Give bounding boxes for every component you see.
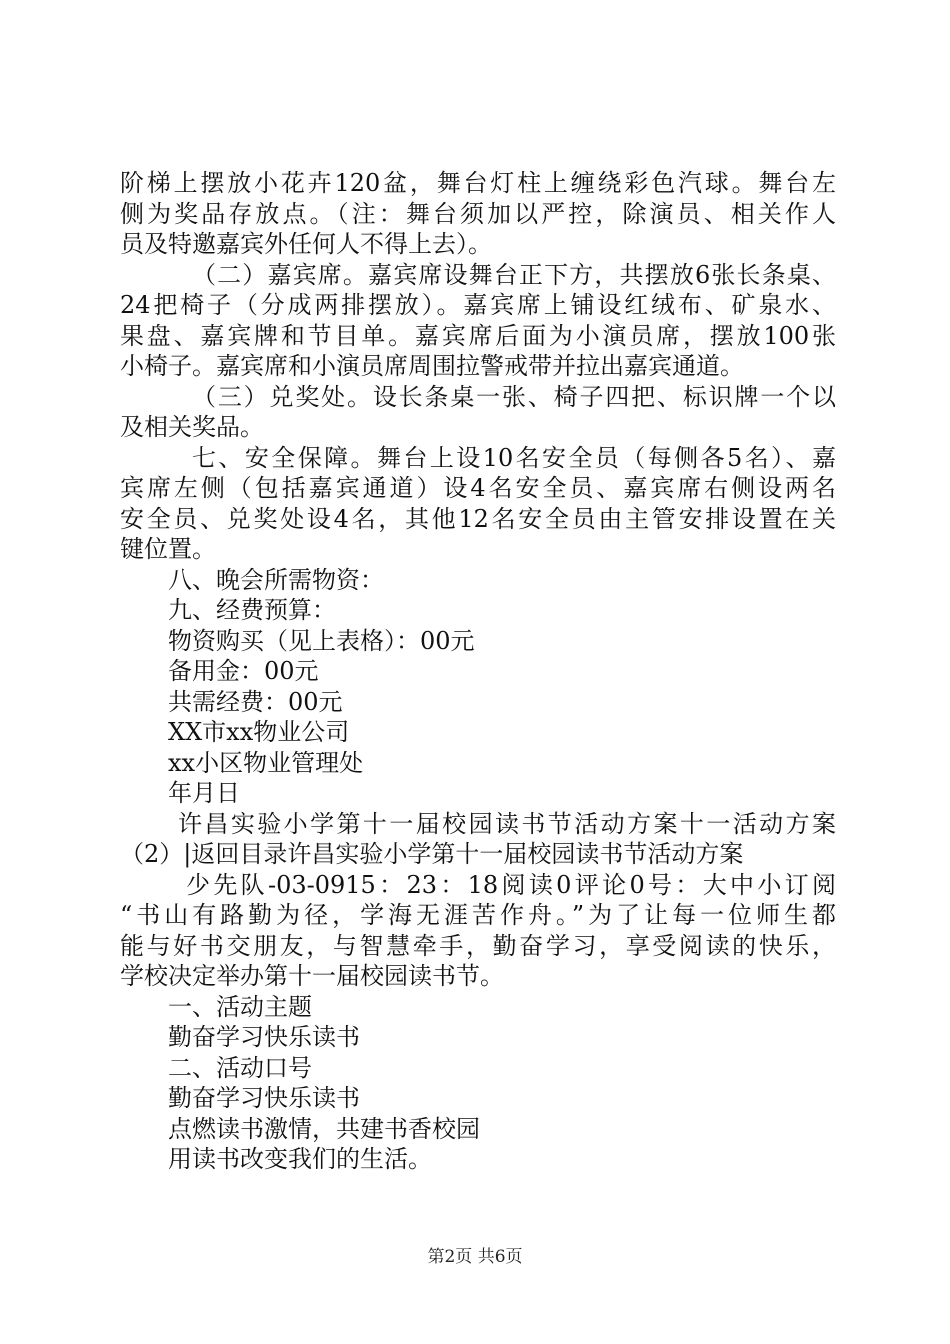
paragraph-line: “书山有路勤为径，学海无涯苦作舟。”为了让每一位师生都 <box>120 901 836 929</box>
paragraph-line: 小椅子。嘉宾席和小演员席周围拉警戒带并拉出嘉宾通道。 <box>120 352 744 380</box>
signature-office: xx小区物业管理处 <box>168 748 364 777</box>
article-title-line: （2）|返回目录许昌实验小学第十一届校园读书节活动方案 <box>120 840 744 868</box>
paragraph-line: 宾席左侧（包括嘉宾通道）设4名安全员、嘉宾席右侧设两名 <box>120 474 836 502</box>
paragraph-line: 阶梯上摆放小花卉120盆，舞台灯柱上缠绕彩色汽球。舞台左 <box>120 169 836 197</box>
budget-item: 备用金：00元 <box>168 657 319 685</box>
page-number-footer: 第2页 共6页 <box>427 1247 523 1267</box>
paragraph-line: （二）嘉宾席。嘉宾席设舞台正下方，共摆放6张长条桌、 <box>192 260 836 289</box>
paragraph-line: 安全员、兑奖处设4名，其他12名安全员由主管安排设置在关 <box>120 504 836 533</box>
paragraph-line: 学校决定举办第十一届校园读书节。 <box>120 962 504 990</box>
paragraph-line: 能与好书交朋友，与智慧牵手，勤奋学习，享受阅读的快乐， <box>120 931 836 960</box>
section-text: 点燃读书激情，共建书香校园 <box>168 1114 480 1143</box>
section-heading: 一、活动主题 <box>168 992 312 1021</box>
paragraph-line: 侧为奖品存放点。（注：舞台须加以严控，除演员、相关作人 <box>120 199 836 228</box>
section-text: 勤奋学习快乐读书 <box>168 1023 360 1051</box>
paragraph-line: 键位置。 <box>120 535 216 563</box>
section-heading: 八、晚会所需物资： <box>168 565 384 594</box>
section-text: 用读书改变我们的生活。 <box>168 1145 432 1173</box>
budget-item: 物资购买（见上表格）：00元 <box>168 626 475 655</box>
document-body <box>120 168 836 1175</box>
signature-date: 年月日 <box>168 779 240 807</box>
section-text: 勤奋学习快乐读书 <box>168 1084 360 1112</box>
paragraph-line: 24把椅子（分成两排摆放）。嘉宾席上铺设红绒布、矿泉水、 <box>120 291 836 319</box>
paragraph-line: （三）兑奖处。设长条桌一张、椅子四把、标识牌一个以 <box>192 382 836 411</box>
signature-company: XX市xx物业公司 <box>168 718 350 746</box>
section-heading: 九、经费预算： <box>168 596 336 624</box>
paragraph-line: 员及特邀嘉宾外任何人不得上去）。 <box>120 230 492 258</box>
section-heading: 二、活动口号 <box>168 1053 312 1082</box>
paragraph-line: 及相关奖品。 <box>120 413 264 441</box>
paragraph-line: 七、安全保障。舞台上设10名安全员（每侧各5名）、嘉 <box>192 443 836 472</box>
article-title-line: 许昌实验小学第十一届校园读书节活动方案十一活动方案 <box>178 809 836 838</box>
budget-item: 共需经费：00元 <box>168 687 343 716</box>
paragraph-line: 果盘、嘉宾牌和节目单。嘉宾席后面为小演员席，摆放100张 <box>120 321 836 350</box>
article-meta-line: 少先队-03-0915：23：18阅读0评论0号：大中小订阅 <box>186 870 836 899</box>
